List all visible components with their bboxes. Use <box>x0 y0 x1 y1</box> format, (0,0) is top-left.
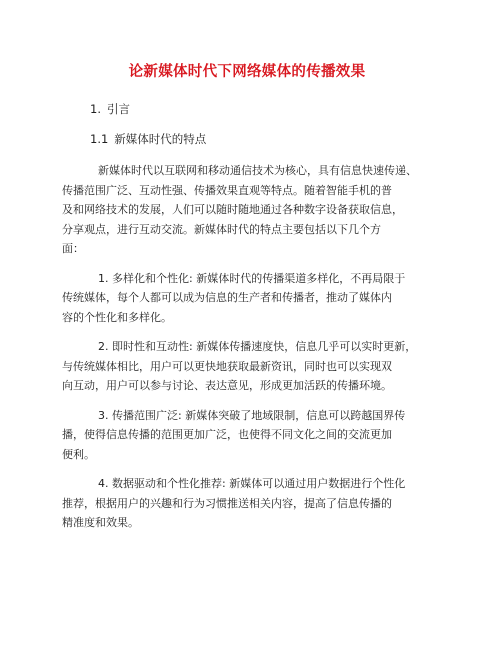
paragraph-line: 新媒体时代以互联网和移动通信技术为核心，具有信息快速传递、 <box>98 164 417 177</box>
intro-paragraph <box>62 161 432 259</box>
paragraph-line: 便利。 <box>62 447 95 461</box>
paragraph-line: 1. 多样化和个性化: 新媒体时代的传播渠道多样化，不再局限于 <box>98 271 406 285</box>
paragraph-line: 及和网络技术的发展，人们可以随时随地通过各种数字设备获取信息， <box>62 203 403 216</box>
paragraph-line: 4. 数据驱动和个性化推荐: 新媒体可以通过用户数据进行个性化 <box>98 477 406 490</box>
section-heading-1 <box>62 101 432 117</box>
section-label: 新媒体时代的特点 <box>114 132 207 146</box>
list-item <box>62 269 432 328</box>
paragraph-line: 与传统媒体相比，用户可以更快地获取最新资讯，同时也可以实现双 <box>62 359 392 373</box>
paragraph-line: 3. 传播范围广泛: 新媒体突破了地域限制，信息可以跨越国界传 <box>98 408 406 422</box>
paragraph-line: 分享观点，进行互动交流。新媒体时代的特点主要包括以下几个方 <box>62 222 381 236</box>
paragraph-line: 容的个性化和多样化。 <box>62 310 172 324</box>
section-label: 引言 <box>106 102 130 116</box>
paragraph-line: 播，使得信息传播的范围更加广泛，也使得不同文化之间的交流更加 <box>62 428 392 441</box>
paragraph-line: 2. 即时性和互动性: 新媒体传播速度快，信息几乎可以实时更新， <box>98 340 417 353</box>
paragraph-line: 推荐，根据用户的兴趣和行为习惯推送相关内容，提高了信息传播的 <box>62 496 392 510</box>
paragraph-line: 传播范围广泛、互动性强、传播效果直观等特点。随着智能手机的普 <box>62 183 392 197</box>
list-item <box>62 337 432 396</box>
paragraph-line: 向互动，用户可以参与讨论、表达意见，形成更加活跃的传播环境。 <box>62 379 392 392</box>
section-number: 1.1 <box>90 132 109 146</box>
document-title: 论新媒体时代下网络媒体的传播效果 <box>128 64 366 80</box>
list-item <box>62 474 432 533</box>
paragraph-line: 传统媒体，每个人都可以成为信息的生产者和传播者，推动了媒体内 <box>62 291 392 304</box>
paragraph-line: 精准度和效果。 <box>62 516 139 529</box>
section-number: 1. <box>90 102 101 116</box>
section-heading-1-1 <box>62 131 432 147</box>
list-item <box>62 406 432 465</box>
paragraph-line: 面： <box>62 242 84 255</box>
